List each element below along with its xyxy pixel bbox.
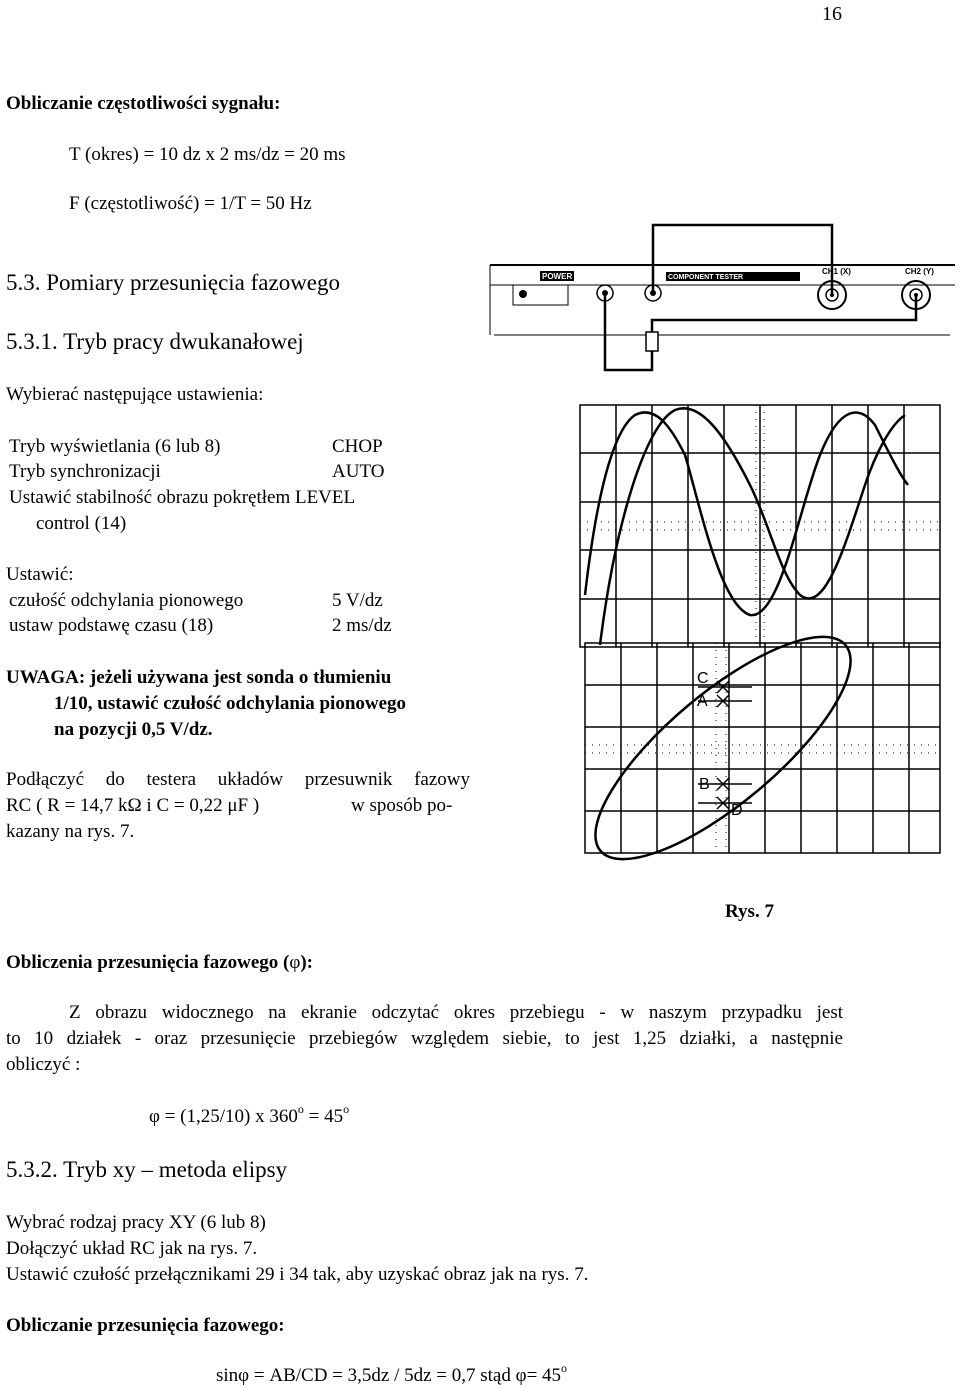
setting-label: Tryb synchronizacji — [9, 461, 161, 482]
power-label: POWER — [542, 272, 573, 281]
connect-line: Podłączyć do testera układów przesuwnik fazowy — [6, 769, 470, 790]
waveform-ch1 — [585, 412, 908, 615]
freq-frequency-line: F (częstotliwość) = 1/T = 50 Hz — [69, 193, 312, 214]
section-5-3-2-heading: 5.3.2. Tryb xy – metoda elipsy — [6, 1157, 288, 1182]
setting-label: Tryb wyświetlania (6 lub 8) — [9, 436, 221, 457]
ellipse-label-d: D — [731, 802, 743, 819]
phase-formula: φ = (1,25/10) x $360^o = 45^o$ — [149, 1101, 350, 1127]
set-item-label: ustaw podstawę czasu (18) — [9, 615, 214, 636]
phase-paragraph-line: Z obrazu widocznego na ekranie odczytać okres przebiegu - w naszym przypadku jest — [69, 1002, 843, 1023]
ellipse-label-a: A — [697, 693, 708, 710]
section-5-3-heading: 5.3. Pomiary przesunięcia fazowego — [6, 270, 341, 295]
ch2-label: CH2 (Y) — [905, 267, 934, 276]
figure-caption: Rys. 7 — [725, 901, 774, 922]
set-label: Ustawić: — [6, 564, 74, 585]
xy-step: Wybrać rodzaj pracy XY (6 lub 8) — [6, 1212, 266, 1233]
note-line: 1/10, ustawić czułość odchylania pionowego — [54, 693, 407, 714]
set-item-value: 2 ms/dz — [332, 615, 392, 636]
stability-text: Ustawić stabilność obrazu pokrętłem LEVEL — [9, 487, 356, 508]
connect-line: w sposób po- — [351, 795, 453, 816]
rc-circuit-wiring — [605, 225, 916, 370]
sin-formula: sinφ = AB/CD = 3,5dz / 5dz = 0,7 stąd $\varphi= 45^o$ — [216, 1360, 568, 1386]
note-line: UWAGA: jeżeli używana jest sonda o tłumieniu — [6, 667, 392, 688]
ellipse-label-c: C — [697, 670, 709, 687]
resistor-icon — [646, 332, 658, 351]
xy-step: Ustawić czułość przełącznikami 29 i 34 tak, aby uzyskać obraz jak na rys. 7. — [6, 1264, 589, 1285]
ellipse-label-b: B — [699, 776, 710, 793]
set-item-value: 5 V/dz — [332, 590, 383, 611]
figure-rys-7 — [480, 215, 960, 865]
freq-heading: Obliczanie częstotliwości sygnału: — [6, 93, 281, 114]
oscilloscope-panel — [490, 265, 955, 335]
section-5-3-1-heading: 5.3.1. Tryb pracy dwukanałowej — [6, 329, 304, 354]
freq-period-line: T (okres) = 10 dz x 2 ms/dz = 20 ms — [69, 144, 346, 165]
note-line: na pozycji 0,5 V/dz. — [54, 719, 213, 740]
phase-heading: Obliczenia przesunięcia fazowego (φ): — [6, 952, 313, 973]
xy-step: Dołączyć układ RC jak na rys. 7. — [6, 1238, 258, 1259]
waveform-screen — [580, 405, 940, 647]
phase2-heading: Obliczanie przesunięcia fazowego: — [6, 1315, 285, 1336]
choose-settings-text: Wybierać następujące ustawienia: — [6, 384, 264, 405]
component-tester-label: COMPONENT TESTER — [668, 274, 744, 281]
stability-text-cont: control (14) — [36, 513, 127, 534]
waveform-ch2 — [600, 408, 905, 645]
ch1-label: CH1 (X) — [822, 267, 851, 276]
page-number: 16 — [822, 3, 842, 25]
connect-line: RC ( R = 14,7 kΩ i C = 0,22 μF ) — [6, 795, 260, 816]
setting-value: CHOP — [332, 436, 383, 457]
phase-paragraph-line: to 10 działek - oraz przesunięcie przebiegów względem siebie, to jest 1,25 działki, a następnie — [6, 1028, 843, 1049]
ellipse-screen — [565, 603, 940, 865]
setting-value: AUTO — [332, 461, 385, 482]
set-item-label: czułość odchylania pionowego — [9, 590, 244, 611]
phase-paragraph-line: obliczyć : — [6, 1054, 81, 1075]
connect-line: kazany na rys. 7. — [6, 821, 135, 842]
